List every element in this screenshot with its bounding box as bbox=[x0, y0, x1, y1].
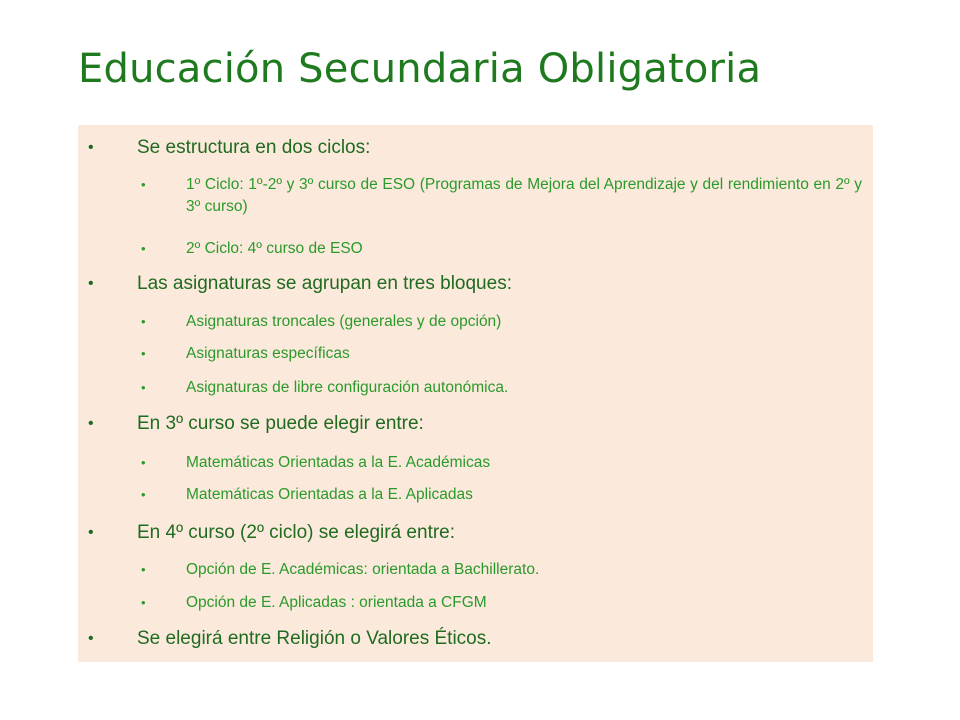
list-item-text: Se estructura en dos ciclos: bbox=[137, 137, 371, 158]
list-item-text: 1º Ciclo: 1º-2º y 3º curso de ESO (Programas de Mejora del Aprendizaje y del rendimiento en 2º y 3º curso) bbox=[186, 176, 862, 215]
bullet-icon: • bbox=[141, 346, 146, 361]
bullet-icon: • bbox=[141, 380, 146, 395]
list-item-text: En 3º curso se puede elegir entre: bbox=[137, 413, 424, 434]
content-box bbox=[78, 125, 873, 662]
list-item-text: Matemáticas Orientadas a la E. Académicas bbox=[186, 454, 491, 471]
bullet-icon: • bbox=[141, 314, 146, 329]
slide-title: Educación Secundaria Obligatoria bbox=[78, 46, 762, 92]
bullet-icon: • bbox=[141, 595, 146, 610]
list-item-text: Matemáticas Orientadas a la E. Aplicadas bbox=[186, 486, 473, 503]
list-item-text: Asignaturas troncales (generales y de opción) bbox=[186, 313, 502, 330]
bullet-icon: • bbox=[88, 415, 94, 432]
list-item-text: 2º Ciclo: 4º curso de ESO bbox=[186, 240, 363, 257]
bullet-icon: • bbox=[88, 139, 94, 156]
list-item-text: Asignaturas específicas bbox=[186, 345, 350, 362]
bullet-icon: • bbox=[141, 177, 146, 192]
bullet-icon: • bbox=[141, 487, 146, 502]
list-item-text: Opción de E. Académicas: orientada a Bachillerato. bbox=[186, 561, 540, 578]
bullet-icon: • bbox=[141, 562, 146, 577]
list-item-text: En 4º curso (2º ciclo) se elegirá entre: bbox=[137, 522, 456, 543]
bullet-icon: • bbox=[88, 275, 94, 292]
bullet-icon: • bbox=[88, 630, 94, 647]
list-item-text: Opción de E. Aplicadas : orientada a CFGM bbox=[186, 594, 487, 611]
list-item-text: Se elegirá entre Religión o Valores Éticos. bbox=[137, 628, 492, 649]
bullet-icon: • bbox=[88, 524, 94, 541]
list-item-text: Asignaturas de libre configuración autonómica. bbox=[186, 379, 509, 396]
list-item-text: Las asignaturas se agrupan en tres bloques: bbox=[137, 273, 512, 294]
bullet-icon: • bbox=[141, 455, 146, 470]
bullet-icon: • bbox=[141, 241, 146, 256]
